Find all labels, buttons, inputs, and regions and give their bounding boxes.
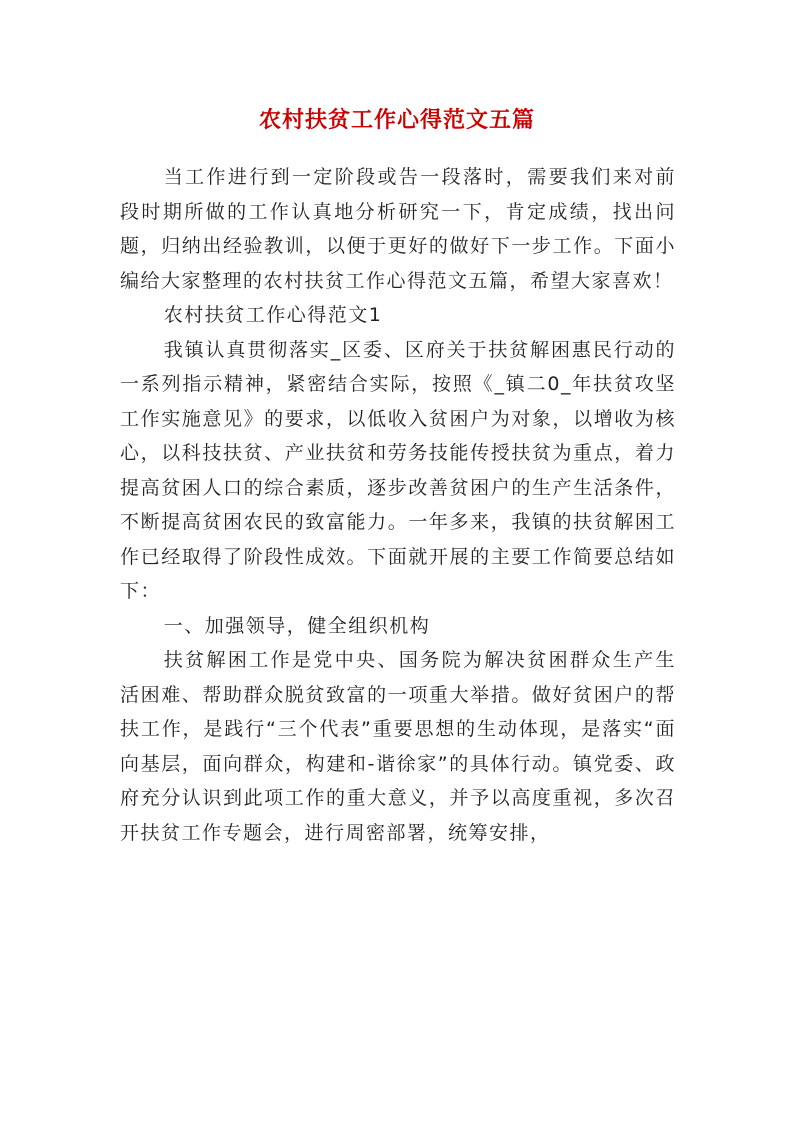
document-body — [120, 160, 676, 850]
section-heading-essay-1: 农村扶贫工作心得范文1 — [163, 304, 383, 326]
essay-1-paragraph: 我镇认真贯彻落实_区委、区府关于扶贫解困惠民行动的一系列指示精神，紧密结合实际，按照《_镇二0_年扶贫攻坚工作实施意见》的要求，以低收入贫困户为对象，以增收为核心，以科技扶贫、产业扶贫和劳务技能传授扶贫为重点，着力提高贫困人口的综合素质，逐步改善贫困户的生产生活条件，不断提高贫困农民的致富能力。一年多来，我镇的扶贫解困工作已经取得了阶段性成效。下面就开展的主要工作简要总结如下： — [120, 338, 676, 602]
document-title: 农村扶贫工作心得范文五篇 — [258, 107, 535, 133]
intro-paragraph: 当工作进行到一定阶段或告一段落时，需要我们来对前段时期所做的工作认真地分析研究一下，肯定成绩，找出问题，归纳出经验教训，以便于更好的做好下一步工作。下面小编给大家整理的农村扶贫工作心得范文五篇，希望大家喜欢！ — [120, 166, 676, 292]
subsection-heading-leadership: 一、加强领导，健全组织机构 — [163, 614, 431, 637]
leadership-paragraph: 扶贫解困工作是党中央、国务院为解决贫困群众生产生活困难、帮助群众脱贫致富的一项重大举措。做好贫困户的帮扶工作，是践行“三个代表”重要思想的生动体现，是落实“面向基层，面向群众，构建和-谐徐家”的具体行动。镇党委、政府充分认识到此项工作的重大意义，并予以高度重视，多次召开扶贫工作专题会，进行周密部署，统筹安排， — [120, 649, 676, 844]
